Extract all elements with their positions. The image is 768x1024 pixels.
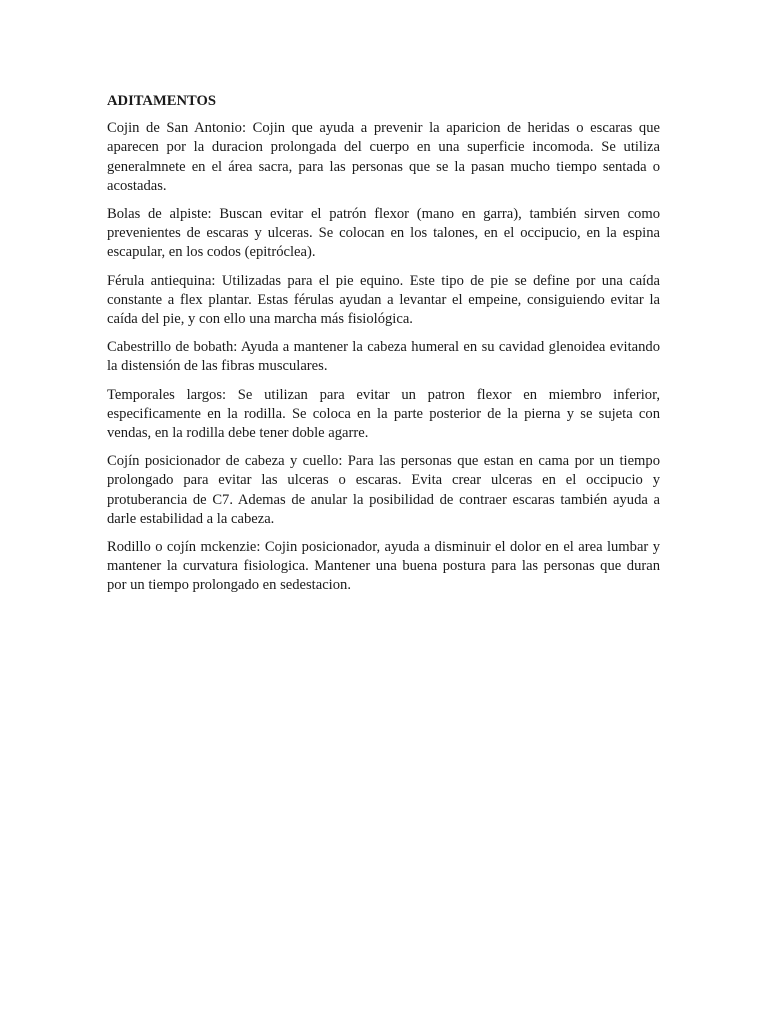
- paragraph-bolas-de-alpiste: Bolas de alpiste: Buscan evitar el patrón flexor (mano en garra), también sirven como prevenientes de escaras y ulceras. Se colocan en los talones, en el occipucio, en la espina escapular, en los codos (epitróclea).: [107, 206, 660, 261]
- paragraph-temporales-largos: Temporales largos: Se utilizan para evitar un patron flexor en miembro inferior, especificamente en la rodilla. Se coloca en la parte posterior de la pierna y se sujeta con vendas, en la rodilla debe tener doble agarre.: [107, 386, 660, 442]
- paragraph-ferula-antiequina: Férula antiequina: Utilizadas para el pie equino. Este tipo de pie se define por una caída constante a flex plantar. Estas férulas ayudan a levantar el empeine, consiguiendo evitar la caída del pie, y con ello una marcha más fisiológica.: [107, 272, 660, 328]
- document-title: ADITAMENTOS: [107, 93, 216, 109]
- paragraph-cojin-posicionador: Cojín posicionador de cabeza y cuello: Para las personas que estan en cama por un tiempo prolongado para evitar las ulceras o escaras. Evita crear ulceras en el occipucio y protuberancia de C7. Ademas de anular la posibilidad de contraer escaras también ayuda a darle estabilidad a la cabeza.: [107, 453, 660, 527]
- document-body: [107, 92, 660, 596]
- paragraph-cojin-san-antonio: Cojin de San Antonio: Cojin que ayuda a prevenir la aparicion de heridas o escaras que aparecen por la duracion prolongada del cuerpo en una superficie incomoda. Se utiliza generalmnete en el área sacra, para las personas que se la pasan mucho tiempo sentada o acostadas.: [107, 120, 660, 194]
- paragraph-cabestrillo-de-bobath: Cabestrillo de bobath: Ayuda a mantener la cabeza humeral en su cavidad glenoidea evitando la distensión de las fibras musculares.: [107, 339, 660, 375]
- paragraph-rodillo-mckenzie: Rodillo o cojín mckenzie: Cojin posicionador, ayuda a disminuir el dolor en el area lumbar y mantener la curvatura fisiologica. Mantener una buena postura para las personas que duran por un tiempo prolongado en sedestacion.: [107, 539, 660, 594]
